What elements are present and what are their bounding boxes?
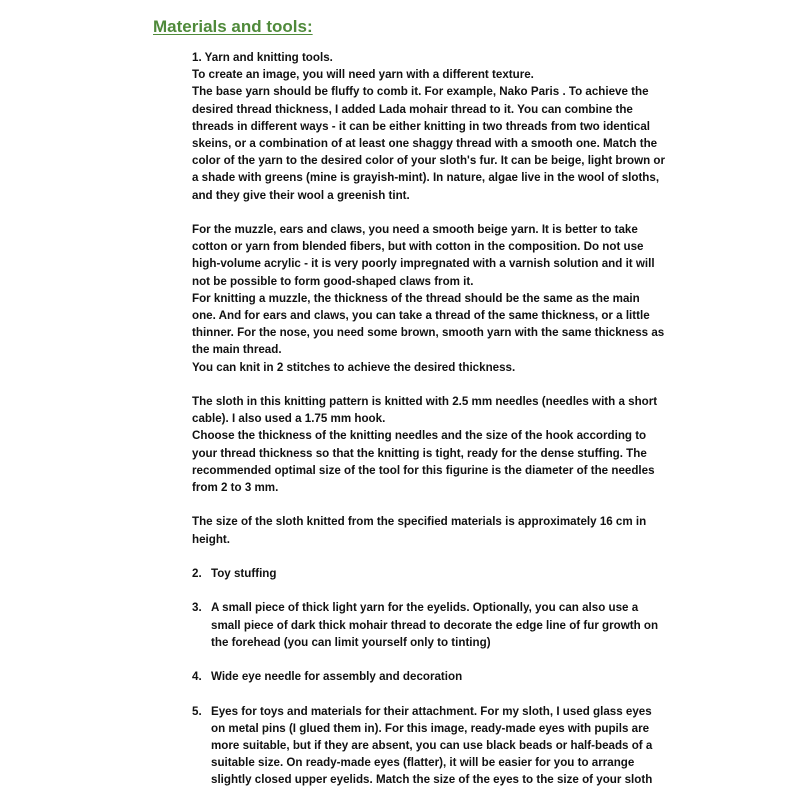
paragraph-gap <box>192 548 666 565</box>
list-item-toy-eyes <box>192 703 666 789</box>
list-text: Eyes for toys and materials for their attachment. For my sloth, I used glass eyes on metal pins (I glued them in). For this image, ready-made eyes with pupils are more suitable, but if they are absent, you can use black beads or half-beads of a suitable size. On ready-made eyes (flatter), it will be easier for you to arrange slightly closed upper eyelids. Match the size of the eyes to the size of your sloth <box>211 704 653 787</box>
yarn-title: 1. Yarn and knitting tools. <box>192 51 333 64</box>
list-number: 3. <box>192 601 202 615</box>
paragraph-gap <box>192 204 666 221</box>
list-text: Wide eye needle for assembly and decoration <box>211 670 463 684</box>
paragraph-gap <box>192 651 666 668</box>
list-number: 4. <box>192 670 202 684</box>
stitches-note: You can knit in 2 stitches to achieve the desired thickness. <box>192 360 516 374</box>
list-text: A small piece of thick light yarn for the eyelids. Optionally, you can also use a small piece of dark thick mohair thread to decorate the edge line of fur growth on the forehead (you can limit yourself only to tinting) <box>211 601 659 649</box>
paragraph-gap <box>192 582 666 599</box>
list-item-eyelid-yarn <box>192 599 666 651</box>
list-number: 5. <box>192 704 202 718</box>
yarn-texture-note: To create an image, you will need yarn with a different texture. <box>192 68 534 82</box>
list-item-eye-needle <box>192 668 666 685</box>
base-yarn-paragraph: The base yarn should be fluffy to comb it. For example, Nako Paris . To achieve the desired thread thickness, I added Lada mohair thread to it. You can combine the threads in different ways - it can be either knitting in two threads from two identical skeins, or a combination of at least one shaggy thread with a smooth one. Match the color of the yarn to the desired color of your sloth's fur. It can be beige, light brown or a shade with greens (mine is grayish-mint). In nature, algae live in the wool of sloths, and they give their wool a greenish tint. <box>192 85 665 202</box>
paragraph-gap <box>192 685 666 702</box>
size-note: The size of the sloth knitted from the specified materials is approximately 16 cm in height. <box>192 515 647 546</box>
thread-thickness-paragraph: For knitting a muzzle, the thickness of the thread should be the same as the main one. And for ears and claws, you can take a thread of the same thickness, or a little thinner. For the nose, you need some brown, smooth yarn with the same thickness as the main thread. <box>192 291 665 357</box>
list-text: Toy stuffing <box>211 567 277 581</box>
needles-paragraph: The sloth in this knitting pattern is knitted with 2.5 mm needles (needles with a short cable). I also used a 1.75 mm hook. <box>192 395 658 426</box>
list-item-stuffing <box>192 565 666 582</box>
paragraph-gap <box>192 496 666 513</box>
document-body <box>192 49 666 789</box>
muzzle-yarn-paragraph: For the muzzle, ears and claws, you need a smooth beige yarn. It is better to take cotton or yarn from blended fibers, but with cotton in the composition. Do not use high-volume acrylic - it is very poorly impregnated with a varnish solution and it will not be possible to form good-shaped claws from it. <box>192 223 655 288</box>
list-number: 2. <box>192 567 202 581</box>
section-heading: Materials and tools: <box>153 17 313 36</box>
paragraph-gap <box>192 376 666 393</box>
needle-choice-paragraph: Choose the thickness of the knitting needles and the size of the hook according to your thread thickness so that the knitting is tight, ready for the dense stuffing. The recommended optimal size of the tool for this figurine is the diameter of the needles from 2 to 3 mm. <box>192 429 655 495</box>
